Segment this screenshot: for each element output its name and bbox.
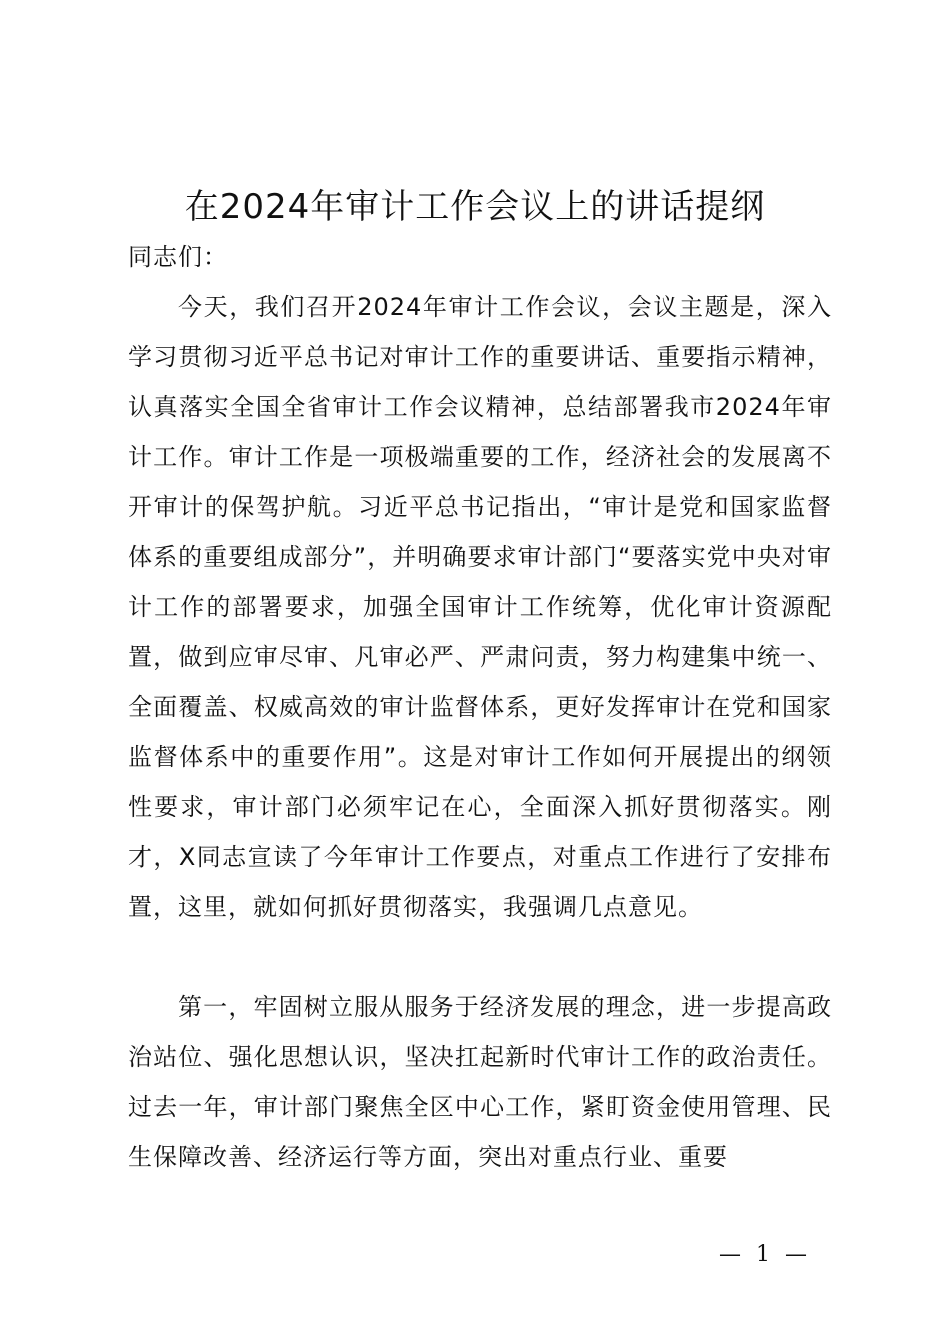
salutation: 同志们： bbox=[128, 243, 228, 271]
paragraph-first-point: 第一，牢固树立服从服务于经济发展的理念，进一步提高政治站位、强化思想认识，坚决扛起新时代审计工作的政治责任。过去一年，审计部门聚焦全区中心工作，紧盯资金使用管理、民生保障改善、经济运行等方面，突出对重点行业、重要 bbox=[128, 993, 832, 1171]
document-title: 在2024年审计工作会议上的讲话提纲 bbox=[184, 187, 766, 227]
page-number: — 1 — bbox=[719, 1242, 811, 1267]
paragraph-opening: 今天，我们召开2024年审计工作会议，会议主题是，深入学习贯彻习近平总书记对审计工作的重要讲话、重要指示精神，认真落实全国全省审计工作会议精神，总结部署我市2024年审计工作。审计工作是一项极端重要的工作，经济社会的发展离不开审计的保驾护航。习近平总书记指出，“审计是党和国家监督体系的重要组成部分”，并明确要求审计部门“要落实党中央对审计工作的部署要求，加强全国审计工作统筹，优化审计资源配置，做到应审尽审、凡审必严、严肃问责，努力构建集中统一、全面覆盖、权威高效的审计监督体系，更好发挥审计在党和国家监督体系中的重要作用”。这是对审计工作如何开展提出的纲领性要求，审计部门必须牢记在心，全面深入抓好贯彻落实。刚才，X同志宣读了今年审计工作要点，对重点工作进行了安排布置，这里，就如何抓好贯彻落实，我强调几点意见。 bbox=[128, 293, 832, 921]
